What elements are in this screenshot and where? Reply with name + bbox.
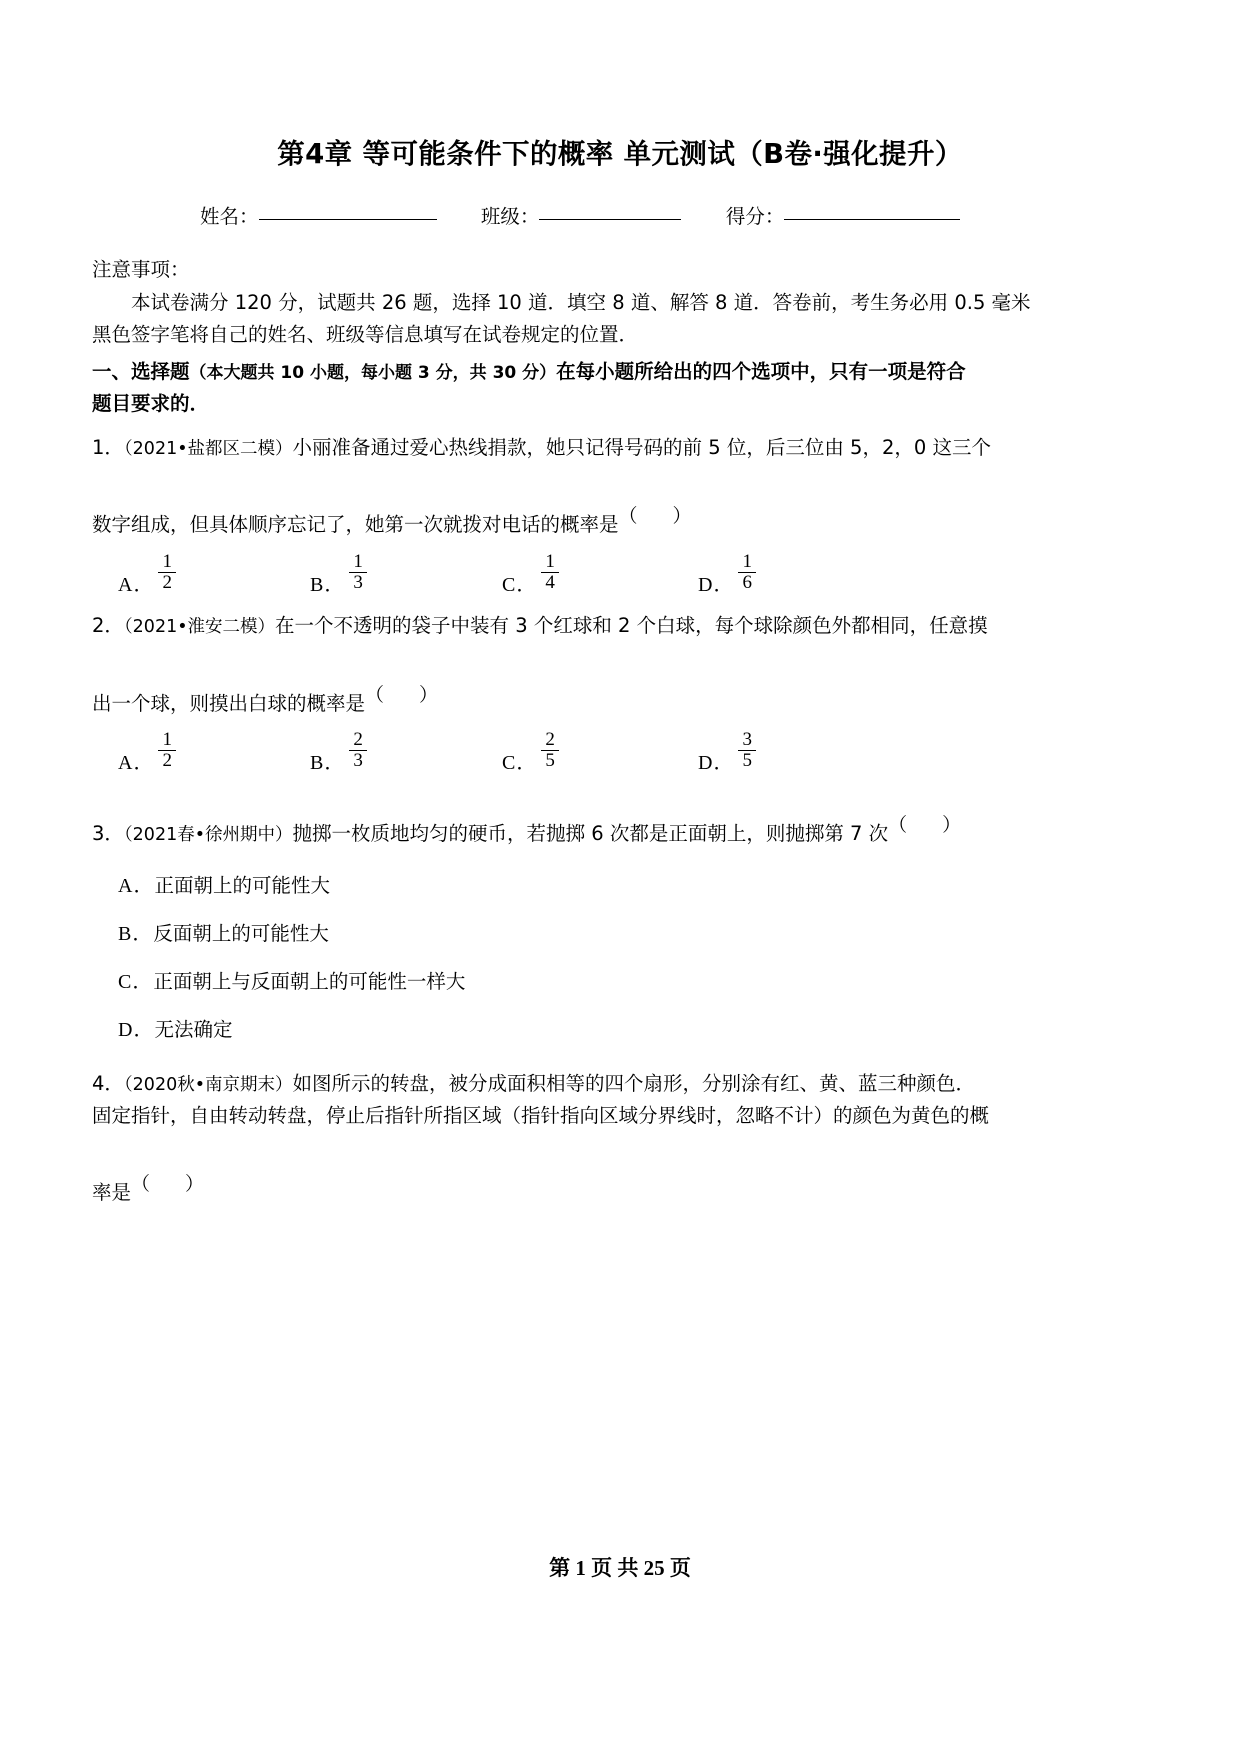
answer-paren[interactable]: （ ） xyxy=(365,683,440,706)
option-b-lead: B． xyxy=(310,573,346,596)
answer-paren[interactable]: （ ） xyxy=(888,814,963,837)
option-c-fraction xyxy=(541,552,559,593)
notice-line-1: 本试卷满分 120 分，试题共 26 题，选择 10 道．填空 8 道、解答 8 道．答卷前，考生务必用 0.5 毫米 xyxy=(131,291,1031,315)
score-label: 得分： xyxy=(725,204,785,228)
answer-paren[interactable]: （ ） xyxy=(131,1173,206,1196)
question-2-text-2: 出一个球，则摸出白球的概率是 xyxy=(92,691,366,715)
question-4-source: （2020秋•南京期末） xyxy=(123,1074,293,1095)
name-label: 姓名： xyxy=(200,204,259,228)
page-title: 第4章 等可能条件下的概率 单元测试（B卷·强化提升） xyxy=(277,138,963,170)
option-a[interactable] xyxy=(118,870,1148,902)
question-3-line-1 xyxy=(92,810,1148,850)
numerator: 1 xyxy=(742,550,752,572)
question-2-number: 2． xyxy=(92,613,124,637)
notice-line-2: 黑色签字笔将自己的姓名、班级等信息填写在试卷规定的位置． xyxy=(92,322,639,346)
option-a-lead: A． xyxy=(118,874,155,897)
section-heading xyxy=(92,356,1148,419)
question-2-line-2 xyxy=(92,680,1148,720)
option-b-fraction xyxy=(349,730,367,771)
option-b-lead: B． xyxy=(310,752,346,775)
option-a-lead: A． xyxy=(118,573,155,596)
numerator: 3 xyxy=(742,729,752,751)
numerator: 1 xyxy=(353,550,363,572)
question-2-source: （2021•淮安二模） xyxy=(123,616,276,637)
section-tail: 在每小题所给出的四个选项中，只有一项是符合 xyxy=(556,360,966,384)
numerator: 1 xyxy=(162,729,172,751)
question-1 xyxy=(92,432,1148,541)
score-blank[interactable] xyxy=(784,219,960,220)
class-field[interactable] xyxy=(481,202,682,231)
option-d-fraction xyxy=(738,552,756,593)
question-2-options xyxy=(92,729,1148,776)
option-d[interactable] xyxy=(698,550,880,598)
option-c-lead: C． xyxy=(118,970,154,993)
question-3-options xyxy=(92,870,1148,1046)
section-prefix: 一、选择题 xyxy=(92,360,190,384)
denominator: 6 xyxy=(738,572,756,593)
question-4-number: 4． xyxy=(92,1071,124,1095)
numerator: 1 xyxy=(545,550,555,572)
numerator: 2 xyxy=(353,729,363,751)
option-b-lead: B． xyxy=(118,922,154,945)
option-a-fraction xyxy=(158,552,176,593)
section-line-2: 题目要求的． xyxy=(92,391,210,415)
question-2-line-1 xyxy=(92,610,1148,642)
option-b[interactable] xyxy=(118,918,1148,950)
option-b[interactable] xyxy=(310,550,502,598)
question-1-text-1: 小丽准备通过爱心热线捐款，她只记得号码的前 5 位，后三位由 5，2，0 这三个 xyxy=(292,435,991,459)
option-c-fraction xyxy=(541,730,559,771)
option-b-fraction xyxy=(349,552,367,593)
denominator: 5 xyxy=(541,750,559,771)
question-1-line-1 xyxy=(92,432,1148,464)
option-d-lead: D． xyxy=(698,573,735,596)
option-d-text: 无法确定 xyxy=(154,1017,233,1041)
option-a[interactable] xyxy=(118,550,310,598)
option-b-text: 反面朝上的可能性大 xyxy=(153,921,329,945)
notice-title: 注意事项： xyxy=(92,258,190,281)
question-4-line-2 xyxy=(92,1100,1148,1132)
question-2-text-1: 在一个不透明的袋子中装有 3 个红球和 2 个白球，每个球除颜色外都相同，任意摸 xyxy=(275,613,988,637)
question-1-text-2: 数字组成，但具体顺序忘记了，她第一次就拨对电话的概率是 xyxy=(92,513,619,537)
option-c-text: 正面朝上与反面朝上的可能性一样大 xyxy=(153,969,466,993)
class-label: 班级： xyxy=(480,204,540,228)
question-3-source: （2021春•徐州期中） xyxy=(123,825,293,846)
section-detail: （本大题共 10 小题，每小题 3 分，共 30 分） xyxy=(189,363,557,384)
denominator: 4 xyxy=(541,572,559,593)
option-c[interactable] xyxy=(502,729,698,776)
denominator: 5 xyxy=(738,750,756,771)
option-d[interactable] xyxy=(698,729,880,776)
option-d-lead: D． xyxy=(118,1018,155,1041)
question-4 xyxy=(92,1068,1148,1209)
answer-paren[interactable]: （ ） xyxy=(618,505,693,528)
option-c-lead: C． xyxy=(502,752,538,775)
class-blank[interactable] xyxy=(539,219,681,220)
numerator: 1 xyxy=(162,550,172,572)
question-1-number: 1． xyxy=(92,435,124,459)
student-info-row xyxy=(92,202,1148,231)
denominator: 2 xyxy=(158,572,176,593)
question-2 xyxy=(92,610,1148,719)
denominator: 2 xyxy=(158,750,176,771)
name-blank[interactable] xyxy=(259,219,437,220)
denominator: 3 xyxy=(349,572,367,593)
question-4-text-2: 固定指针，自由转动转盘，停止后指针所指区域（指针指向区域分界线时，忽略不计）的颜色为黄色的概 xyxy=(92,1103,990,1127)
option-d-lead: D． xyxy=(698,752,735,775)
score-field[interactable] xyxy=(726,202,961,231)
option-c[interactable] xyxy=(118,966,1148,998)
option-c[interactable] xyxy=(502,550,698,598)
option-a-lead: A． xyxy=(118,752,155,775)
option-d[interactable] xyxy=(118,1014,1148,1046)
question-1-options xyxy=(92,550,1148,598)
question-3 xyxy=(92,810,1148,850)
option-a-text: 正面朝上的可能性大 xyxy=(154,873,330,897)
option-a[interactable] xyxy=(118,729,310,776)
numerator: 2 xyxy=(545,729,555,751)
question-1-line-2 xyxy=(92,501,1148,541)
question-4-line-1 xyxy=(92,1068,1148,1100)
notice-body xyxy=(92,287,1148,350)
option-b[interactable] xyxy=(310,729,502,776)
question-1-source: （2021•盐都区二模） xyxy=(123,438,293,459)
denominator: 3 xyxy=(349,750,367,771)
question-4-text-1: 如图所示的转盘，被分成面积相等的四个扇形，分别涂有红、黄、蓝三种颜色． xyxy=(292,1071,976,1095)
question-3-text-1: 抛掷一枚质地均匀的硬币，若抛掷 6 次都是正面朝上，则抛掷第 7 次 xyxy=(292,822,889,846)
question-4-line-3 xyxy=(92,1169,1148,1209)
option-c-lead: C． xyxy=(502,573,538,596)
question-3-number: 3． xyxy=(92,822,124,846)
option-a-fraction xyxy=(158,730,176,771)
name-field[interactable] xyxy=(200,202,437,231)
question-4-text-3: 率是 xyxy=(92,1181,132,1205)
option-d-fraction xyxy=(738,730,756,771)
page-footer: 第 1 页 共 25 页 xyxy=(549,1556,691,1580)
